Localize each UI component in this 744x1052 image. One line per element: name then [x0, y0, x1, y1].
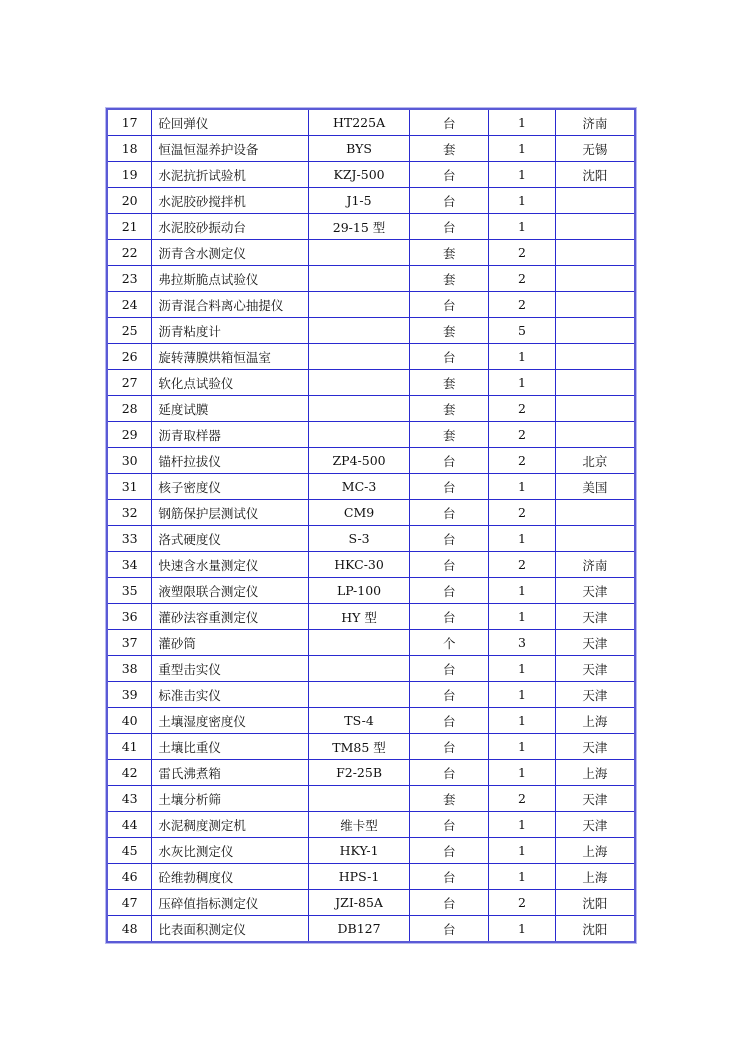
equipment-name-cell: 水泥胶砂搅拌机 [152, 188, 308, 214]
quantity-cell: 1 [489, 162, 556, 188]
table-row [107, 734, 635, 760]
equipment-name-cell: 水泥抗折试验机 [152, 162, 308, 188]
table-row [107, 162, 635, 188]
row-number-cell: 21 [107, 214, 152, 240]
unit-cell: 台 [410, 916, 489, 943]
equipment-name-cell: 沥青含水测定仪 [152, 240, 308, 266]
origin-cell: 济南 [555, 552, 635, 578]
model-cell [308, 630, 410, 656]
quantity-cell: 1 [489, 916, 556, 943]
model-cell: BYS [308, 136, 410, 162]
equipment-name-cell: 旋转薄膜烘箱恒温室 [152, 344, 308, 370]
quantity-cell: 1 [489, 526, 556, 552]
unit-cell: 台 [410, 890, 489, 916]
origin-cell: 沈阳 [555, 162, 635, 188]
row-number-cell: 19 [107, 162, 152, 188]
quantity-cell: 3 [489, 630, 556, 656]
equipment-name-cell: 沥青混合料离心抽提仪 [152, 292, 308, 318]
model-cell: DB127 [308, 916, 410, 943]
table-row [107, 188, 635, 214]
row-number-cell: 34 [107, 552, 152, 578]
model-cell [308, 344, 410, 370]
model-cell [308, 292, 410, 318]
origin-cell: 上海 [555, 760, 635, 786]
quantity-cell: 2 [489, 552, 556, 578]
origin-cell [555, 214, 635, 240]
origin-cell: 沈阳 [555, 890, 635, 916]
model-cell: J1-5 [308, 188, 410, 214]
unit-cell: 台 [410, 448, 489, 474]
model-cell: CM9 [308, 500, 410, 526]
model-cell: HPS-1 [308, 864, 410, 890]
unit-cell: 套 [410, 136, 489, 162]
unit-cell: 台 [410, 682, 489, 708]
table-row [107, 500, 635, 526]
model-cell [308, 682, 410, 708]
unit-cell: 套 [410, 318, 489, 344]
origin-cell [555, 292, 635, 318]
origin-cell [555, 500, 635, 526]
row-number-cell: 23 [107, 266, 152, 292]
row-number-cell: 29 [107, 422, 152, 448]
unit-cell: 台 [410, 708, 489, 734]
origin-cell: 天津 [555, 578, 635, 604]
origin-cell [555, 396, 635, 422]
row-number-cell: 46 [107, 864, 152, 890]
equipment-name-cell: 水泥胶砂振动台 [152, 214, 308, 240]
table-row [107, 604, 635, 630]
equipment-name-cell: 雷氏沸煮箱 [152, 760, 308, 786]
quantity-cell: 2 [489, 786, 556, 812]
equipment-name-cell: 土壤比重仪 [152, 734, 308, 760]
origin-cell: 天津 [555, 604, 635, 630]
quantity-cell: 2 [489, 266, 556, 292]
equipment-name-cell: 标准击实仪 [152, 682, 308, 708]
row-number-cell: 28 [107, 396, 152, 422]
quantity-cell: 2 [489, 500, 556, 526]
quantity-cell: 2 [489, 240, 556, 266]
row-number-cell: 35 [107, 578, 152, 604]
row-number-cell: 37 [107, 630, 152, 656]
table-row [107, 240, 635, 266]
model-cell [308, 266, 410, 292]
row-number-cell: 30 [107, 448, 152, 474]
unit-cell: 台 [410, 838, 489, 864]
equipment-name-cell: 钢筋保护层测试仪 [152, 500, 308, 526]
model-cell: ZP4-500 [308, 448, 410, 474]
origin-cell: 上海 [555, 708, 635, 734]
quantity-cell: 1 [489, 188, 556, 214]
equipment-name-cell: 灌砂筒 [152, 630, 308, 656]
table-row [107, 109, 635, 136]
origin-cell [555, 266, 635, 292]
unit-cell: 台 [410, 578, 489, 604]
equipment-name-cell: 土壤分析筛 [152, 786, 308, 812]
quantity-cell: 1 [489, 344, 556, 370]
unit-cell: 套 [410, 422, 489, 448]
row-number-cell: 18 [107, 136, 152, 162]
equipment-name-cell: 比表面积测定仪 [152, 916, 308, 943]
model-cell: HY 型 [308, 604, 410, 630]
origin-cell: 天津 [555, 682, 635, 708]
table-row [107, 552, 635, 578]
unit-cell: 台 [410, 734, 489, 760]
quantity-cell: 1 [489, 604, 556, 630]
quantity-cell: 1 [489, 474, 556, 500]
quantity-cell: 1 [489, 109, 556, 136]
origin-cell: 天津 [555, 812, 635, 838]
unit-cell: 台 [410, 188, 489, 214]
table-row [107, 864, 635, 890]
quantity-cell: 1 [489, 708, 556, 734]
row-number-cell: 20 [107, 188, 152, 214]
equipment-name-cell: 液塑限联合测定仪 [152, 578, 308, 604]
model-cell [308, 786, 410, 812]
table-row [107, 786, 635, 812]
origin-cell: 无锡 [555, 136, 635, 162]
model-cell [308, 318, 410, 344]
equipment-name-cell: 洛式硬度仪 [152, 526, 308, 552]
model-cell [308, 240, 410, 266]
table-row [107, 344, 635, 370]
origin-cell [555, 422, 635, 448]
table-row [107, 448, 635, 474]
unit-cell: 台 [410, 552, 489, 578]
quantity-cell: 2 [489, 422, 556, 448]
model-cell [308, 370, 410, 396]
quantity-cell: 1 [489, 760, 556, 786]
equipment-name-cell: 沥青粘度计 [152, 318, 308, 344]
equipment-table [106, 108, 636, 943]
equipment-name-cell: 延度试膜 [152, 396, 308, 422]
quantity-cell: 1 [489, 864, 556, 890]
equipment-name-cell: 水灰比测定仪 [152, 838, 308, 864]
origin-cell: 北京 [555, 448, 635, 474]
table-row [107, 318, 635, 344]
table-row [107, 890, 635, 916]
row-number-cell: 17 [107, 109, 152, 136]
model-cell: HKC-30 [308, 552, 410, 578]
model-cell: F2-25B [308, 760, 410, 786]
table-row [107, 474, 635, 500]
equipment-name-cell: 土壤湿度密度仪 [152, 708, 308, 734]
origin-cell [555, 526, 635, 552]
row-number-cell: 48 [107, 916, 152, 943]
unit-cell: 套 [410, 266, 489, 292]
equipment-name-cell: 软化点试验仪 [152, 370, 308, 396]
equipment-name-cell: 核子密度仪 [152, 474, 308, 500]
model-cell: LP-100 [308, 578, 410, 604]
origin-cell [555, 370, 635, 396]
quantity-cell: 5 [489, 318, 556, 344]
row-number-cell: 31 [107, 474, 152, 500]
row-number-cell: 26 [107, 344, 152, 370]
row-number-cell: 33 [107, 526, 152, 552]
quantity-cell: 2 [489, 292, 556, 318]
unit-cell: 台 [410, 162, 489, 188]
origin-cell: 天津 [555, 656, 635, 682]
equipment-name-cell: 重型击实仪 [152, 656, 308, 682]
quantity-cell: 1 [489, 656, 556, 682]
quantity-cell: 2 [489, 890, 556, 916]
table-row [107, 292, 635, 318]
unit-cell: 台 [410, 760, 489, 786]
model-cell: JZI-85A [308, 890, 410, 916]
quantity-cell: 1 [489, 682, 556, 708]
quantity-cell: 1 [489, 734, 556, 760]
table-row [107, 682, 635, 708]
equipment-name-cell: 水泥稠度测定机 [152, 812, 308, 838]
origin-cell: 上海 [555, 864, 635, 890]
unit-cell: 台 [410, 604, 489, 630]
unit-cell: 台 [410, 526, 489, 552]
model-cell: TS-4 [308, 708, 410, 734]
quantity-cell: 1 [489, 136, 556, 162]
origin-cell: 沈阳 [555, 916, 635, 943]
origin-cell: 美国 [555, 474, 635, 500]
model-cell [308, 656, 410, 682]
equipment-name-cell: 沥青取样器 [152, 422, 308, 448]
origin-cell: 天津 [555, 734, 635, 760]
model-cell: HT225A [308, 109, 410, 136]
table-row [107, 760, 635, 786]
table-row [107, 656, 635, 682]
row-number-cell: 24 [107, 292, 152, 318]
unit-cell: 套 [410, 396, 489, 422]
row-number-cell: 47 [107, 890, 152, 916]
unit-cell: 台 [410, 812, 489, 838]
equipment-name-cell: 灌砂法容重测定仪 [152, 604, 308, 630]
unit-cell: 套 [410, 240, 489, 266]
model-cell [308, 396, 410, 422]
table-row [107, 370, 635, 396]
equipment-name-cell: 快速含水量测定仪 [152, 552, 308, 578]
table-row [107, 422, 635, 448]
row-number-cell: 40 [107, 708, 152, 734]
table-row [107, 630, 635, 656]
row-number-cell: 42 [107, 760, 152, 786]
row-number-cell: 25 [107, 318, 152, 344]
table-row [107, 136, 635, 162]
origin-cell: 上海 [555, 838, 635, 864]
origin-cell [555, 344, 635, 370]
origin-cell: 天津 [555, 786, 635, 812]
model-cell: HKY-1 [308, 838, 410, 864]
unit-cell: 台 [410, 656, 489, 682]
unit-cell: 套 [410, 786, 489, 812]
model-cell: S-3 [308, 526, 410, 552]
quantity-cell: 1 [489, 370, 556, 396]
origin-cell: 济南 [555, 109, 635, 136]
origin-cell [555, 318, 635, 344]
unit-cell: 台 [410, 474, 489, 500]
equipment-name-cell: 锚杆拉拔仪 [152, 448, 308, 474]
row-number-cell: 22 [107, 240, 152, 266]
model-cell: MC-3 [308, 474, 410, 500]
model-cell: 29-15 型 [308, 214, 410, 240]
unit-cell: 个 [410, 630, 489, 656]
quantity-cell: 2 [489, 448, 556, 474]
table-row [107, 812, 635, 838]
table-row [107, 578, 635, 604]
model-cell: TM85 型 [308, 734, 410, 760]
equipment-name-cell: 恒温恒湿养护设备 [152, 136, 308, 162]
unit-cell: 台 [410, 292, 489, 318]
row-number-cell: 36 [107, 604, 152, 630]
row-number-cell: 44 [107, 812, 152, 838]
table-row [107, 838, 635, 864]
row-number-cell: 39 [107, 682, 152, 708]
row-number-cell: 41 [107, 734, 152, 760]
quantity-cell: 1 [489, 812, 556, 838]
quantity-cell: 1 [489, 214, 556, 240]
equipment-name-cell: 压碎值指标测定仪 [152, 890, 308, 916]
unit-cell: 台 [410, 500, 489, 526]
quantity-cell: 1 [489, 838, 556, 864]
unit-cell: 台 [410, 864, 489, 890]
quantity-cell: 1 [489, 578, 556, 604]
origin-cell: 天津 [555, 630, 635, 656]
table-row [107, 526, 635, 552]
row-number-cell: 27 [107, 370, 152, 396]
row-number-cell: 45 [107, 838, 152, 864]
model-cell: KZJ-500 [308, 162, 410, 188]
table-row [107, 396, 635, 422]
unit-cell: 台 [410, 109, 489, 136]
equipment-name-cell: 砼回弹仪 [152, 109, 308, 136]
equipment-name-cell: 弗拉斯脆点试验仪 [152, 266, 308, 292]
quantity-cell: 2 [489, 396, 556, 422]
row-number-cell: 32 [107, 500, 152, 526]
unit-cell: 套 [410, 370, 489, 396]
unit-cell: 台 [410, 214, 489, 240]
equipment-name-cell: 砼维勃稠度仪 [152, 864, 308, 890]
origin-cell [555, 188, 635, 214]
table-row [107, 916, 635, 943]
model-cell [308, 422, 410, 448]
origin-cell [555, 240, 635, 266]
model-cell: 维卡型 [308, 812, 410, 838]
row-number-cell: 43 [107, 786, 152, 812]
row-number-cell: 38 [107, 656, 152, 682]
table-row [107, 266, 635, 292]
table-row [107, 708, 635, 734]
table-row [107, 214, 635, 240]
unit-cell: 台 [410, 344, 489, 370]
